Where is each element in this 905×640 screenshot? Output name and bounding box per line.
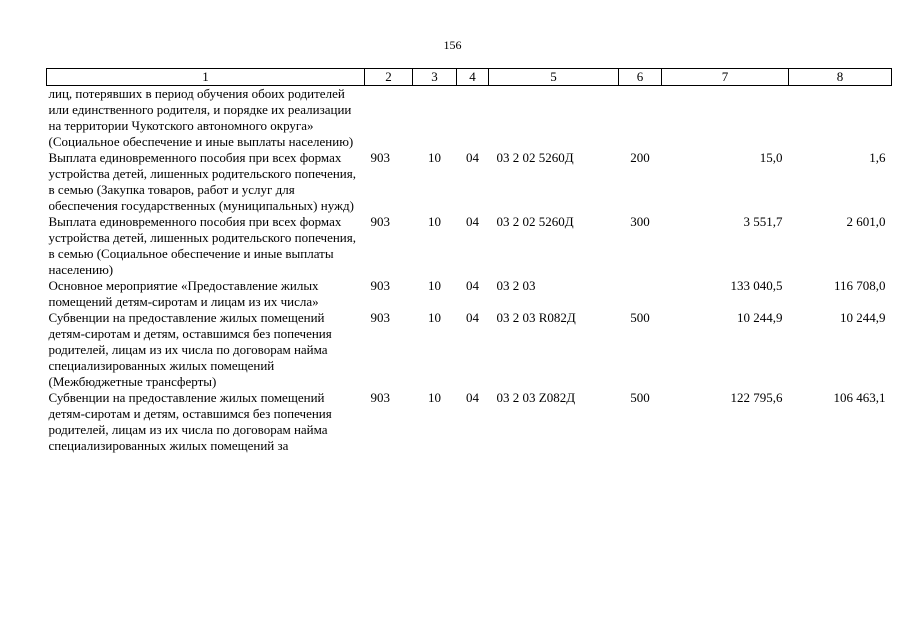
row-amount-actual: 116 708,0: [833, 278, 886, 293]
row-ministry-code: 903: [370, 278, 390, 293]
column-header: 2: [365, 69, 413, 86]
table-row: [47, 278, 892, 310]
column-header: 4: [457, 69, 489, 86]
row-section-code: 10: [428, 214, 441, 229]
row-target-article: 03 2 03 Z082Д: [496, 390, 576, 405]
row-amount-plan: 3 551,7: [743, 214, 783, 229]
row-target-article: [489, 86, 619, 151]
row-amount-plan: [662, 86, 789, 151]
page-number: 156: [443, 38, 462, 52]
row-ministry-code: 903: [370, 310, 390, 325]
row-description: Субвенции на предоставление жилых помещений детям-сиротам и детям, оставшимся без попечения родителей, лицам из их числа по договорам найма специализированных жилых помещений (Межбюджетные трансферты): [48, 310, 332, 389]
row-amount-plan: 15,0: [759, 150, 783, 165]
row-description: Субвенции на предоставление жилых помещений детям-сиротам и детям, оставшимся без попечения родителей, лицам из их числа по договорам найма специализированных жилых помещений за: [48, 390, 332, 453]
table-row: [47, 390, 892, 454]
table-row: [47, 214, 892, 278]
row-subsection-code: 04: [466, 310, 479, 325]
row-subsection-code: 04: [466, 150, 479, 165]
row-ministry-code: 903: [370, 390, 390, 405]
row-section-code: [413, 86, 457, 151]
row-target-article: 03 2 03: [496, 278, 536, 293]
row-description: лиц, потерявших в период обучения обоих родителей или единственного родителя, и порядке их реализации на территории Чукотского автономного округа» (Социальное обеспечение и иные выплаты населению): [48, 86, 354, 149]
table-row: [47, 310, 892, 390]
row-amount-actual: 10 244,9: [840, 310, 886, 325]
row-amount-actual: 1,6: [869, 150, 886, 165]
table-header-row: [47, 69, 892, 86]
row-amount-actual: 106 463,1: [833, 390, 886, 405]
row-subsection-code: 04: [466, 278, 479, 293]
row-expense-type: 300: [630, 214, 650, 229]
row-subsection-code: 04: [466, 214, 479, 229]
column-header: 6: [619, 69, 662, 86]
row-description: Выплата единовременного пособия при всех формах устройства детей, лишенных родительского попечения, в семью (Закупка товаров, работ и услуг для обеспечения государственных (муниципальных) нужд): [48, 150, 356, 213]
column-header: 5: [489, 69, 619, 86]
column-header: 3: [413, 69, 457, 86]
row-amount-plan: 122 795,6: [730, 390, 783, 405]
row-section-code: 10: [428, 278, 441, 293]
column-header: 7: [662, 69, 789, 86]
row-section-code: 10: [428, 310, 441, 325]
row-ministry-code: 903: [370, 214, 390, 229]
row-amount-actual: [789, 86, 892, 151]
row-subsection-code: [457, 86, 489, 151]
row-section-code: 10: [428, 390, 441, 405]
row-description: Основное мероприятие «Предоставление жилых помещений детям-сиротам и лицам из их числа»: [48, 278, 319, 309]
column-header: 8: [789, 69, 892, 86]
row-expense-type: 500: [630, 390, 650, 405]
row-subsection-code: 04: [466, 390, 479, 405]
row-target-article: 03 2 02 5260Д: [496, 214, 574, 229]
table-row: [47, 86, 892, 151]
row-expense-type: [619, 86, 662, 151]
row-section-code: 10: [428, 150, 441, 165]
table-row: [47, 150, 892, 214]
row-expense-type: 500: [630, 310, 650, 325]
row-amount-plan: 10 244,9: [737, 310, 783, 325]
row-amount-plan: 133 040,5: [730, 278, 783, 293]
budget-table: [46, 68, 892, 454]
row-expense-type: [619, 278, 662, 310]
row-ministry-code: 903: [370, 150, 390, 165]
row-target-article: 03 2 02 5260Д: [496, 150, 574, 165]
column-header: 1: [47, 69, 365, 86]
row-amount-actual: 2 601,0: [846, 214, 886, 229]
row-expense-type: 200: [630, 150, 650, 165]
row-target-article: 03 2 03 R082Д: [496, 310, 576, 325]
row-ministry-code: [365, 86, 413, 151]
row-description: Выплата единовременного пособия при всех формах устройства детей, лишенных родительского попечения, в семью (Социальное обеспечение и иные выплаты населению): [48, 214, 356, 277]
